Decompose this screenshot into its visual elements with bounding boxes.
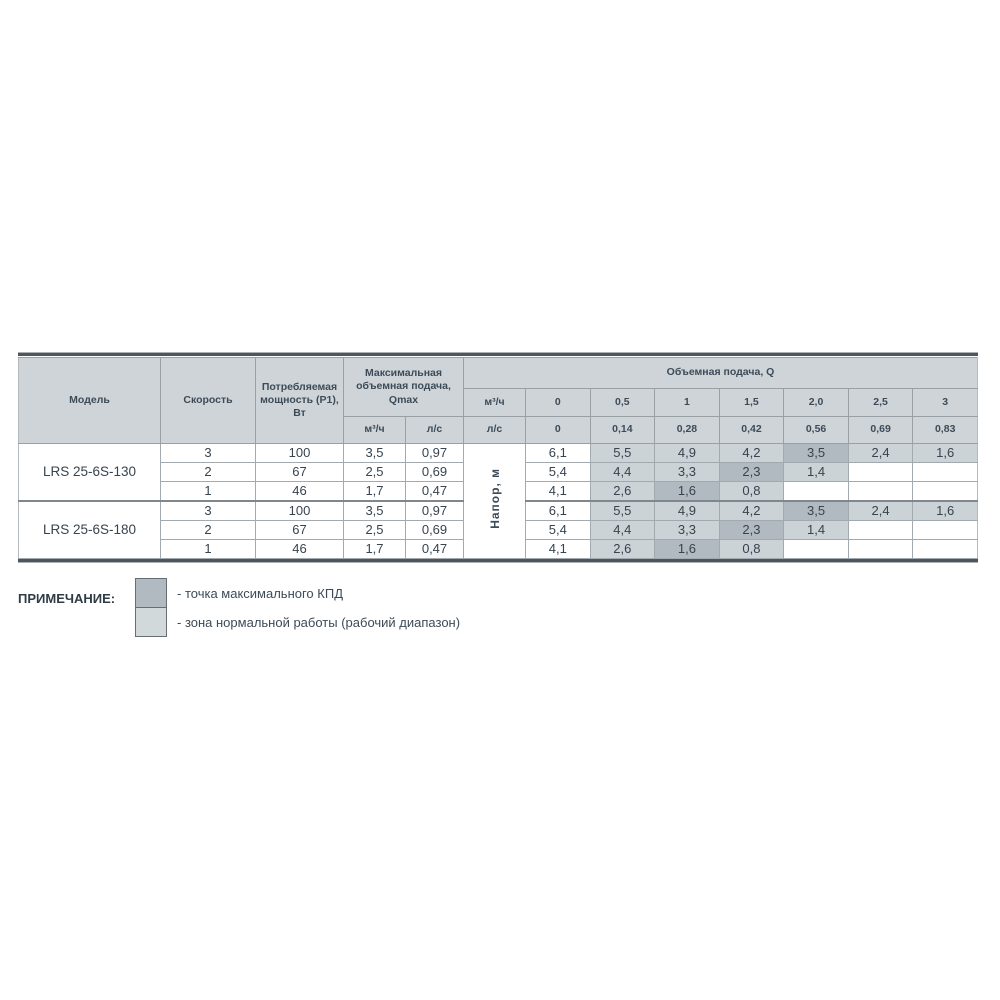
qmax-m3h-value: 3,5 (344, 444, 406, 463)
head-value: 1,4 (784, 521, 849, 540)
qmax-ls-value: 0,69 (406, 521, 464, 540)
head-value: 5,5 (590, 444, 655, 463)
header-flow-value: 3 (913, 389, 978, 417)
speed-value: 2 (161, 521, 256, 540)
head-value: 1,6 (913, 501, 978, 521)
qmax-ls-value: 0,47 (406, 482, 464, 502)
header-qmax-unit-m3h: м³/ч (344, 417, 406, 444)
power-value: 46 (256, 540, 344, 559)
legend-item-max-efficiency (135, 578, 460, 608)
head-value: 6,1 (526, 444, 591, 463)
header-flow-value: 0,56 (784, 417, 849, 444)
head-value: 5,4 (526, 463, 591, 482)
legend-items (135, 578, 460, 637)
table-bottom-accent-line (18, 562, 978, 563)
header-speed: Скорость (161, 358, 256, 444)
speed-value: 1 (161, 482, 256, 502)
qmax-m3h-value: 2,5 (344, 521, 406, 540)
power-value: 67 (256, 521, 344, 540)
power-value: 46 (256, 482, 344, 502)
head-value: 6,1 (526, 501, 591, 521)
header-flow-value: 1,5 (719, 389, 784, 417)
model-name: LRS 25-6S-130 (19, 444, 161, 502)
legend-item-working-zone (135, 607, 460, 637)
spec-table (18, 357, 978, 559)
table-row (19, 444, 978, 463)
head-value: 1,6 (655, 540, 720, 559)
working-zone-swatch (135, 607, 167, 637)
head-value (848, 521, 913, 540)
power-value: 100 (256, 501, 344, 521)
header-flow-value: 2,0 (784, 389, 849, 417)
head-value (848, 482, 913, 502)
head-value: 5,4 (526, 521, 591, 540)
head-value (913, 540, 978, 559)
head-value: 2,3 (719, 463, 784, 482)
legend (18, 578, 460, 637)
head-value: 5,5 (590, 501, 655, 521)
power-value: 100 (256, 444, 344, 463)
header-power: Потребляемая мощность (P1), Вт (256, 358, 344, 444)
head-value: 4,1 (526, 540, 591, 559)
head-value: 4,4 (590, 463, 655, 482)
head-value: 1,6 (655, 482, 720, 502)
header-flow-value: 0,69 (848, 417, 913, 444)
qmax-ls-value: 0,97 (406, 444, 464, 463)
head-value: 1,4 (784, 463, 849, 482)
head-value: 4,2 (719, 444, 784, 463)
header-flow-value: 0,42 (719, 417, 784, 444)
head-value: 3,5 (784, 444, 849, 463)
qmax-ls-value: 0,69 (406, 463, 464, 482)
head-value: 4,9 (655, 444, 720, 463)
header-flow-title: Объемная подача, Q (464, 358, 978, 389)
head-value: 0,8 (719, 482, 784, 502)
head-value: 4,2 (719, 501, 784, 521)
header-qmax-unit-ls: л/с (406, 417, 464, 444)
head-value (848, 540, 913, 559)
qmax-m3h-value: 1,7 (344, 540, 406, 559)
pump-spec-table (18, 352, 978, 563)
head-value: 4,9 (655, 501, 720, 521)
head-value: 1,6 (913, 444, 978, 463)
speed-value: 2 (161, 463, 256, 482)
head-value (913, 521, 978, 540)
head-axis-label-cell (464, 444, 526, 559)
header-flow-value: 0 (526, 417, 591, 444)
header-flow-value: 0,5 (590, 389, 655, 417)
header-flow-value: 0,83 (913, 417, 978, 444)
header-flow-value: 0 (526, 389, 591, 417)
head-value: 4,4 (590, 521, 655, 540)
head-value (848, 463, 913, 482)
header-flow-unit-m3h: м³/ч (464, 389, 526, 417)
head-value: 0,8 (719, 540, 784, 559)
qmax-m3h-value: 2,5 (344, 463, 406, 482)
header-flow-value: 1 (655, 389, 720, 417)
header-model: Модель (19, 358, 161, 444)
speed-value: 3 (161, 444, 256, 463)
head-value: 3,5 (784, 501, 849, 521)
head-value (784, 540, 849, 559)
power-value: 67 (256, 463, 344, 482)
head-value: 2,4 (848, 501, 913, 521)
legend-title: ПРИМЕЧАНИЕ: (18, 591, 116, 606)
speed-value: 3 (161, 501, 256, 521)
max-efficiency-swatch (135, 578, 167, 608)
header-flow-value: 2,5 (848, 389, 913, 417)
legend-label: - зона нормальной работы (рабочий диапазон) (177, 614, 461, 630)
head-value: 3,3 (655, 521, 720, 540)
qmax-m3h-value: 1,7 (344, 482, 406, 502)
head-axis-label: Напор, м (487, 468, 502, 529)
legend-label: - точка максимального КПД (177, 585, 343, 601)
header-flow-value: 0,14 (590, 417, 655, 444)
model-name: LRS 25-6S-180 (19, 501, 161, 559)
head-value: 2,6 (590, 540, 655, 559)
qmax-ls-value: 0,47 (406, 540, 464, 559)
qmax-ls-value: 0,97 (406, 501, 464, 521)
head-value: 3,3 (655, 463, 720, 482)
head-value (784, 482, 849, 502)
head-value: 2,6 (590, 482, 655, 502)
header-flow-value: 0,28 (655, 417, 720, 444)
qmax-m3h-value: 3,5 (344, 501, 406, 521)
head-value: 2,3 (719, 521, 784, 540)
head-value (913, 463, 978, 482)
speed-value: 1 (161, 540, 256, 559)
header-qmax: Максимальная объемная подача, Qmax (344, 358, 464, 417)
header-flow-unit-ls: л/с (464, 417, 526, 444)
head-value (913, 482, 978, 502)
head-value: 4,1 (526, 482, 591, 502)
head-value: 2,4 (848, 444, 913, 463)
